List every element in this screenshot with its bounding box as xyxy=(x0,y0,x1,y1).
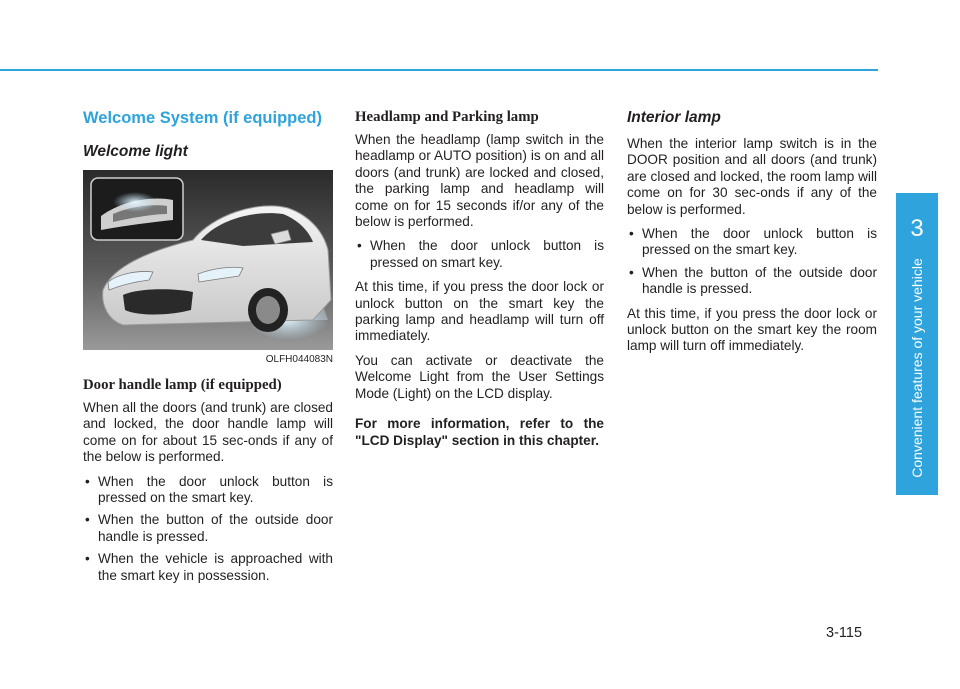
car-illustration xyxy=(83,170,333,366)
list-item: • When the button of the outside door handle is pressed. xyxy=(627,265,877,298)
list-item: • When the button of the outside door handle is pressed. xyxy=(83,512,333,545)
subsection-title: Welcome light xyxy=(83,143,188,160)
interior-lamp-off-paragraph: At this time, if you press the door lock or unlock button on the smart key the room lamp will turn off immediately. xyxy=(627,305,877,354)
list-item: • When the vehicle is approached with the smart key in possession. xyxy=(83,551,333,584)
door-handle-paragraph: When all the doors (and trunk) are closed and locked, the door handle lamp will come on for about 15 sec-onds if any of the below is performed. xyxy=(83,400,333,465)
figure-code: OLFH044083N xyxy=(265,354,333,365)
column-left xyxy=(83,108,333,592)
door-handle-bullets xyxy=(83,474,333,584)
list-item: • When the door unlock button is pressed on the smart key. xyxy=(627,226,877,259)
headlamp-heading: Headlamp and Parking lamp xyxy=(355,109,539,125)
list-item: • When the door unlock button is pressed on the smart key. xyxy=(83,474,333,507)
user-settings-paragraph: You can activate or deactivate the Welcome Light from the User Settings Mode (Light) on the LCD display. xyxy=(355,352,604,401)
chapter-tab[interactable] xyxy=(896,193,938,495)
interior-lamp-paragraph: When the interior lamp switch is in the DOOR position and all doors (and trunk) are closed and locked, the room lamp will come on for 30 sec-onds if any of the below is performed. xyxy=(627,136,877,217)
column-middle xyxy=(355,108,604,457)
top-rule xyxy=(0,69,878,71)
section-title: Welcome System (if equipped) xyxy=(83,109,322,127)
page-number: 3-115 xyxy=(826,625,863,641)
column-right xyxy=(627,108,877,363)
list-item: • When the door unlock button is pressed on smart key. xyxy=(355,238,604,271)
interior-lamp-bullets xyxy=(627,226,877,298)
headlamp-paragraph: When the headlamp (lamp switch in the headlamp or AUTO position) is on and all doors (and trunk) are locked and closed, the parking lamp and headlamp will come on for 15 seconds if/or any of the below is performed. xyxy=(355,132,604,230)
chapter-label: Convenient features of your vehicle xyxy=(909,258,925,478)
door-handle-heading: Door handle lamp (if equipped) xyxy=(83,377,282,393)
reference-note: For more information, refer to the "LCD Display" section in this chapter. xyxy=(355,416,604,448)
welcome-light-figure xyxy=(83,170,333,366)
interior-lamp-heading: Interior lamp xyxy=(627,109,721,126)
headlamp-bullets xyxy=(355,238,604,271)
headlamp-off-paragraph: At this time, if you press the door lock or unlock button on the smart key the parking lamp and headlamp will turn off immediately. xyxy=(355,279,604,344)
chapter-number: 3 xyxy=(910,215,924,242)
